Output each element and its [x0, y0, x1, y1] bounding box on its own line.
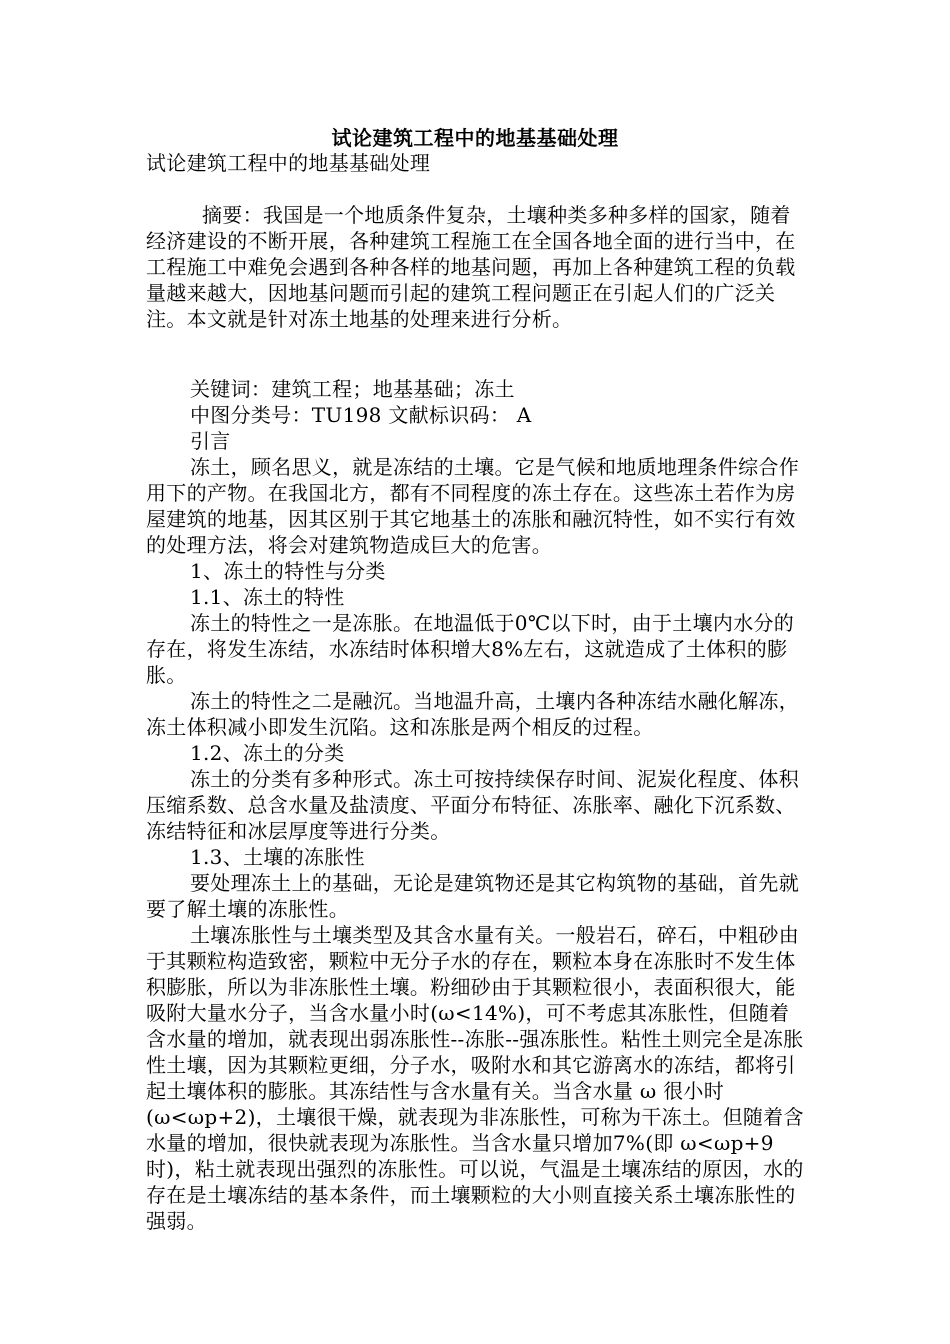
document-title: 试论建筑工程中的地基基础处理 — [331, 126, 619, 150]
intro-heading: 引言 — [190, 429, 231, 453]
section-1-2-heading: 1.2、冻土的分类 — [190, 741, 345, 765]
keywords-line: 关键词：建筑工程；地基基础；冻土 — [190, 377, 515, 401]
spacer — [146, 332, 806, 358]
section-1-1-paragraph-2: 冻土的特性之二是融沉。当地温升高，土壤内各种冻结水融化解冻，冻土体积减小即发生沉陷。这和冻胀是两个相反的过程。 — [146, 689, 799, 739]
section-1-heading: 1、冻土的特性与分类 — [190, 559, 386, 583]
spacer — [146, 358, 806, 376]
section-1-1-heading: 1.1、冻土的特性 — [190, 585, 345, 609]
section-1-3-paragraph-2: 土壤冻胀性与土壤类型及其含水量有关。一般岩石，碎石，中粗砂由于其颗粒构造致密，颗粒中无分子水的存在，颗粒本身在冻胀时不发生体积膨胀，所以为非冻胀性土壤。粉细砂由于其颗粒很小，表面积很大，能吸附大量水分子，当含水量小时(ω<14%)，可不考虑其冻胀性，但随着含水量的增加，就表现出弱冻胀性--冻胀--强冻胀性。粘性土则完全是冻胀性土壤，因为其颗粒更细，分子水，吸附水和其它游离水的冻结，都将引起土壤体积的膨胀。其冻结性与含水量有关。当含水量 ω 很小时(ω<ωp+2)，土壤很干燥，就表现为非冻胀性，可称为干冻土。但随着含水量的增加，很快就表现为冻胀性。当含水量只增加7%(即 ω<ωp+9 时)，粘土就表现出强烈的冻胀性。可以说，气温是土壤冻结的原因，水的存在是土壤冻结的基本条件，而土壤颗粒的大小则直接关系土壤冻胀性的强弱。 — [146, 923, 804, 1233]
abstract-paragraph: 摘要：我国是一个地质条件复杂，土壤种类多种多样的国家，随着经济建设的不断开展，各种建筑工程施工在全国各地全面的进行当中，在工程施工中难免会遇到各种各样的地基问题，再加上各种建筑工程的负载量越来越大，因地基问题而引起的建筑工程问题正在引起人们的广泛关注。本文就是针对冻土地基的处理来进行分析。 — [146, 203, 796, 331]
classification-line: 中图分类号：TU198 文献标识码： A — [190, 403, 532, 427]
section-1-3-heading: 1.3、土壤的冻胀性 — [190, 845, 365, 869]
spacer — [146, 176, 806, 202]
document-subtitle: 试论建筑工程中的地基基础处理 — [146, 151, 431, 175]
section-1-1-paragraph-1: 冻土的特性之一是冻胀。在地温低于0℃以下时，由于土壤内水分的存在，将发生冻结，水冻结时体积增大8%左右，这就造成了土体积的膨胀。 — [146, 611, 795, 687]
section-1-3-paragraph-1: 要处理冻土上的基础，无论是建筑物还是其它构筑物的基础，首先就要了解土壤的冻胀性。 — [146, 871, 799, 921]
intro-paragraph: 冻土，顾名思义，就是冻结的土壤。它是气候和地质地理条件综合作用下的产物。在我国北方，都有不同程度的冻土存在。这些冻土若作为房屋建筑的地基，因其区别于其它地基土的冻胀和融沉特性，如不实行有效的处理方法，将会对建筑物造成巨大的危害。 — [146, 455, 799, 557]
section-1-2-paragraph: 冻土的分类有多种形式。冻土可按持续保存时间、泥炭化程度、体积压缩系数、总含水量及盐渍度、平面分布特征、冻胀率、融化下沉系数、冻结特征和冰层厚度等进行分类。 — [146, 767, 799, 843]
document-body — [146, 150, 806, 1234]
